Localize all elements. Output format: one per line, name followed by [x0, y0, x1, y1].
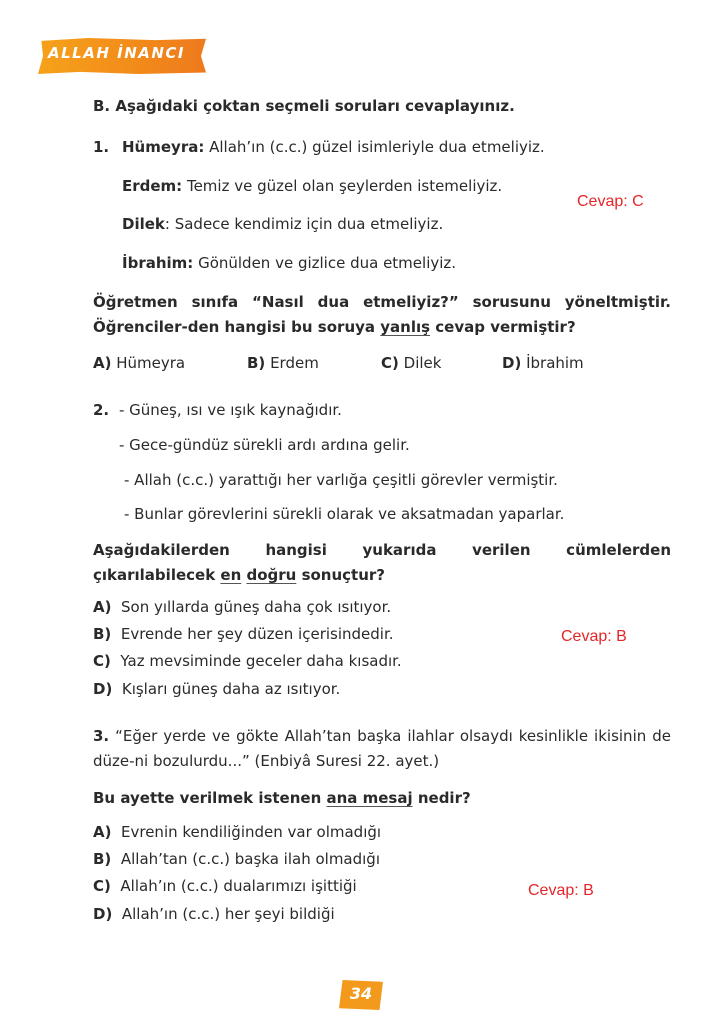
- q1-number: 1.: [93, 138, 110, 156]
- underlined-word: en: [220, 566, 242, 584]
- q2-line: - Bunlar görevlerini sürekli olarak ve aksatmadan yaparlar.: [124, 505, 565, 523]
- page-number: 34: [349, 984, 373, 1003]
- underlined-word: doğru: [246, 566, 297, 584]
- q1-answer: Cevap: C: [577, 193, 644, 210]
- q3-answer: Cevap: B: [528, 882, 594, 899]
- q2-line: - Güneş, ısı ve ışık kaynağıdır.: [119, 401, 342, 419]
- speaker-name: Dilek: [122, 215, 165, 233]
- q1-statement: [122, 215, 443, 233]
- speaker-name: Erdem:: [122, 177, 183, 195]
- q2-line: - Allah (c.c.) yarattığı her varlığa çeşitli görevler vermiştir.: [124, 471, 558, 489]
- speaker-name: İbrahim:: [122, 254, 194, 272]
- q3-quote: 3. “Eğer yerde ve gökte Allah’tan başka ilahlar olsaydı kesinlikle ikisinin de düze-ni bozulurdu...” (Enbiyâ Suresi 22. ayet.): [93, 727, 671, 770]
- statement-text: Gönülden ve gizlice dua etmeliyiz.: [193, 254, 457, 272]
- q3-option-c[interactable]: C) Allah’ın (c.c.) dualarımızı işittiği: [93, 877, 357, 895]
- chapter-title: ALLAH İNANCI: [48, 44, 185, 62]
- q2-option-a[interactable]: A) Son yıllarda güneş daha çok ısıtıyor.: [93, 598, 392, 616]
- q2-option-b[interactable]: B) Evrende her şey düzen içerisindedir.: [93, 625, 394, 643]
- underlined-word: yanlış: [380, 318, 431, 336]
- q1-option-b[interactable]: B) Erdem: [247, 354, 319, 372]
- q2-option-d[interactable]: D) Kışları güneş daha az ısıtıyor.: [93, 680, 341, 698]
- q2-option-c[interactable]: C) Yaz mevsiminde geceler daha kısadır.: [93, 652, 402, 670]
- statement-text: Allah’ın (c.c.) güzel isimleriyle dua etmeliyiz.: [204, 138, 545, 156]
- q3-option-d[interactable]: D) Allah’ın (c.c.) her şeyi bildiği: [93, 905, 335, 923]
- q2-number: 2.: [93, 401, 110, 419]
- q2-line: - Gece-gündüz sürekli ardı ardına gelir.: [119, 436, 410, 454]
- q2-question: Aşağıdakilerden hangisi yukarıda verilen cümlelerden çıkarılabilecek en doğru sonuçtur?: [93, 541, 671, 584]
- q3-question: Bu ayette verilmek istenen ana mesaj nedir?: [93, 789, 471, 807]
- q1-statement: [122, 138, 545, 156]
- q1-statement: [122, 177, 502, 195]
- q1-option-c[interactable]: C) Dilek: [381, 354, 442, 372]
- q2-answer: Cevap: B: [561, 628, 627, 645]
- q1-statement: [122, 254, 456, 272]
- q1-option-d[interactable]: D) İbrahim: [502, 354, 584, 372]
- q3-option-a[interactable]: A) Evrenin kendiliğinden var olmadığı: [93, 823, 382, 841]
- statement-text: Temiz ve güzel olan şeylerden istemeliyiz.: [182, 177, 503, 195]
- statement-text: : Sadece kendimiz için dua etmeliyiz.: [164, 215, 444, 233]
- q1-question: Öğretmen sınıfa “Nasıl dua etmeliyiz?” sorusunu yöneltmiştir. Öğrenciler-den hangisi bu soruya yanlış cevap vermiştir?: [93, 293, 671, 336]
- q1-option-a[interactable]: A) Hümeyra: [93, 354, 186, 372]
- underlined-word: ana mesaj: [326, 789, 413, 807]
- q3-option-b[interactable]: B) Allah’tan (c.c.) başka ilah olmadığı: [93, 850, 380, 868]
- section-title: B. Aşağıdaki çoktan seçmeli soruları cevaplayınız.: [93, 97, 515, 115]
- speaker-name: Hümeyra:: [122, 138, 205, 156]
